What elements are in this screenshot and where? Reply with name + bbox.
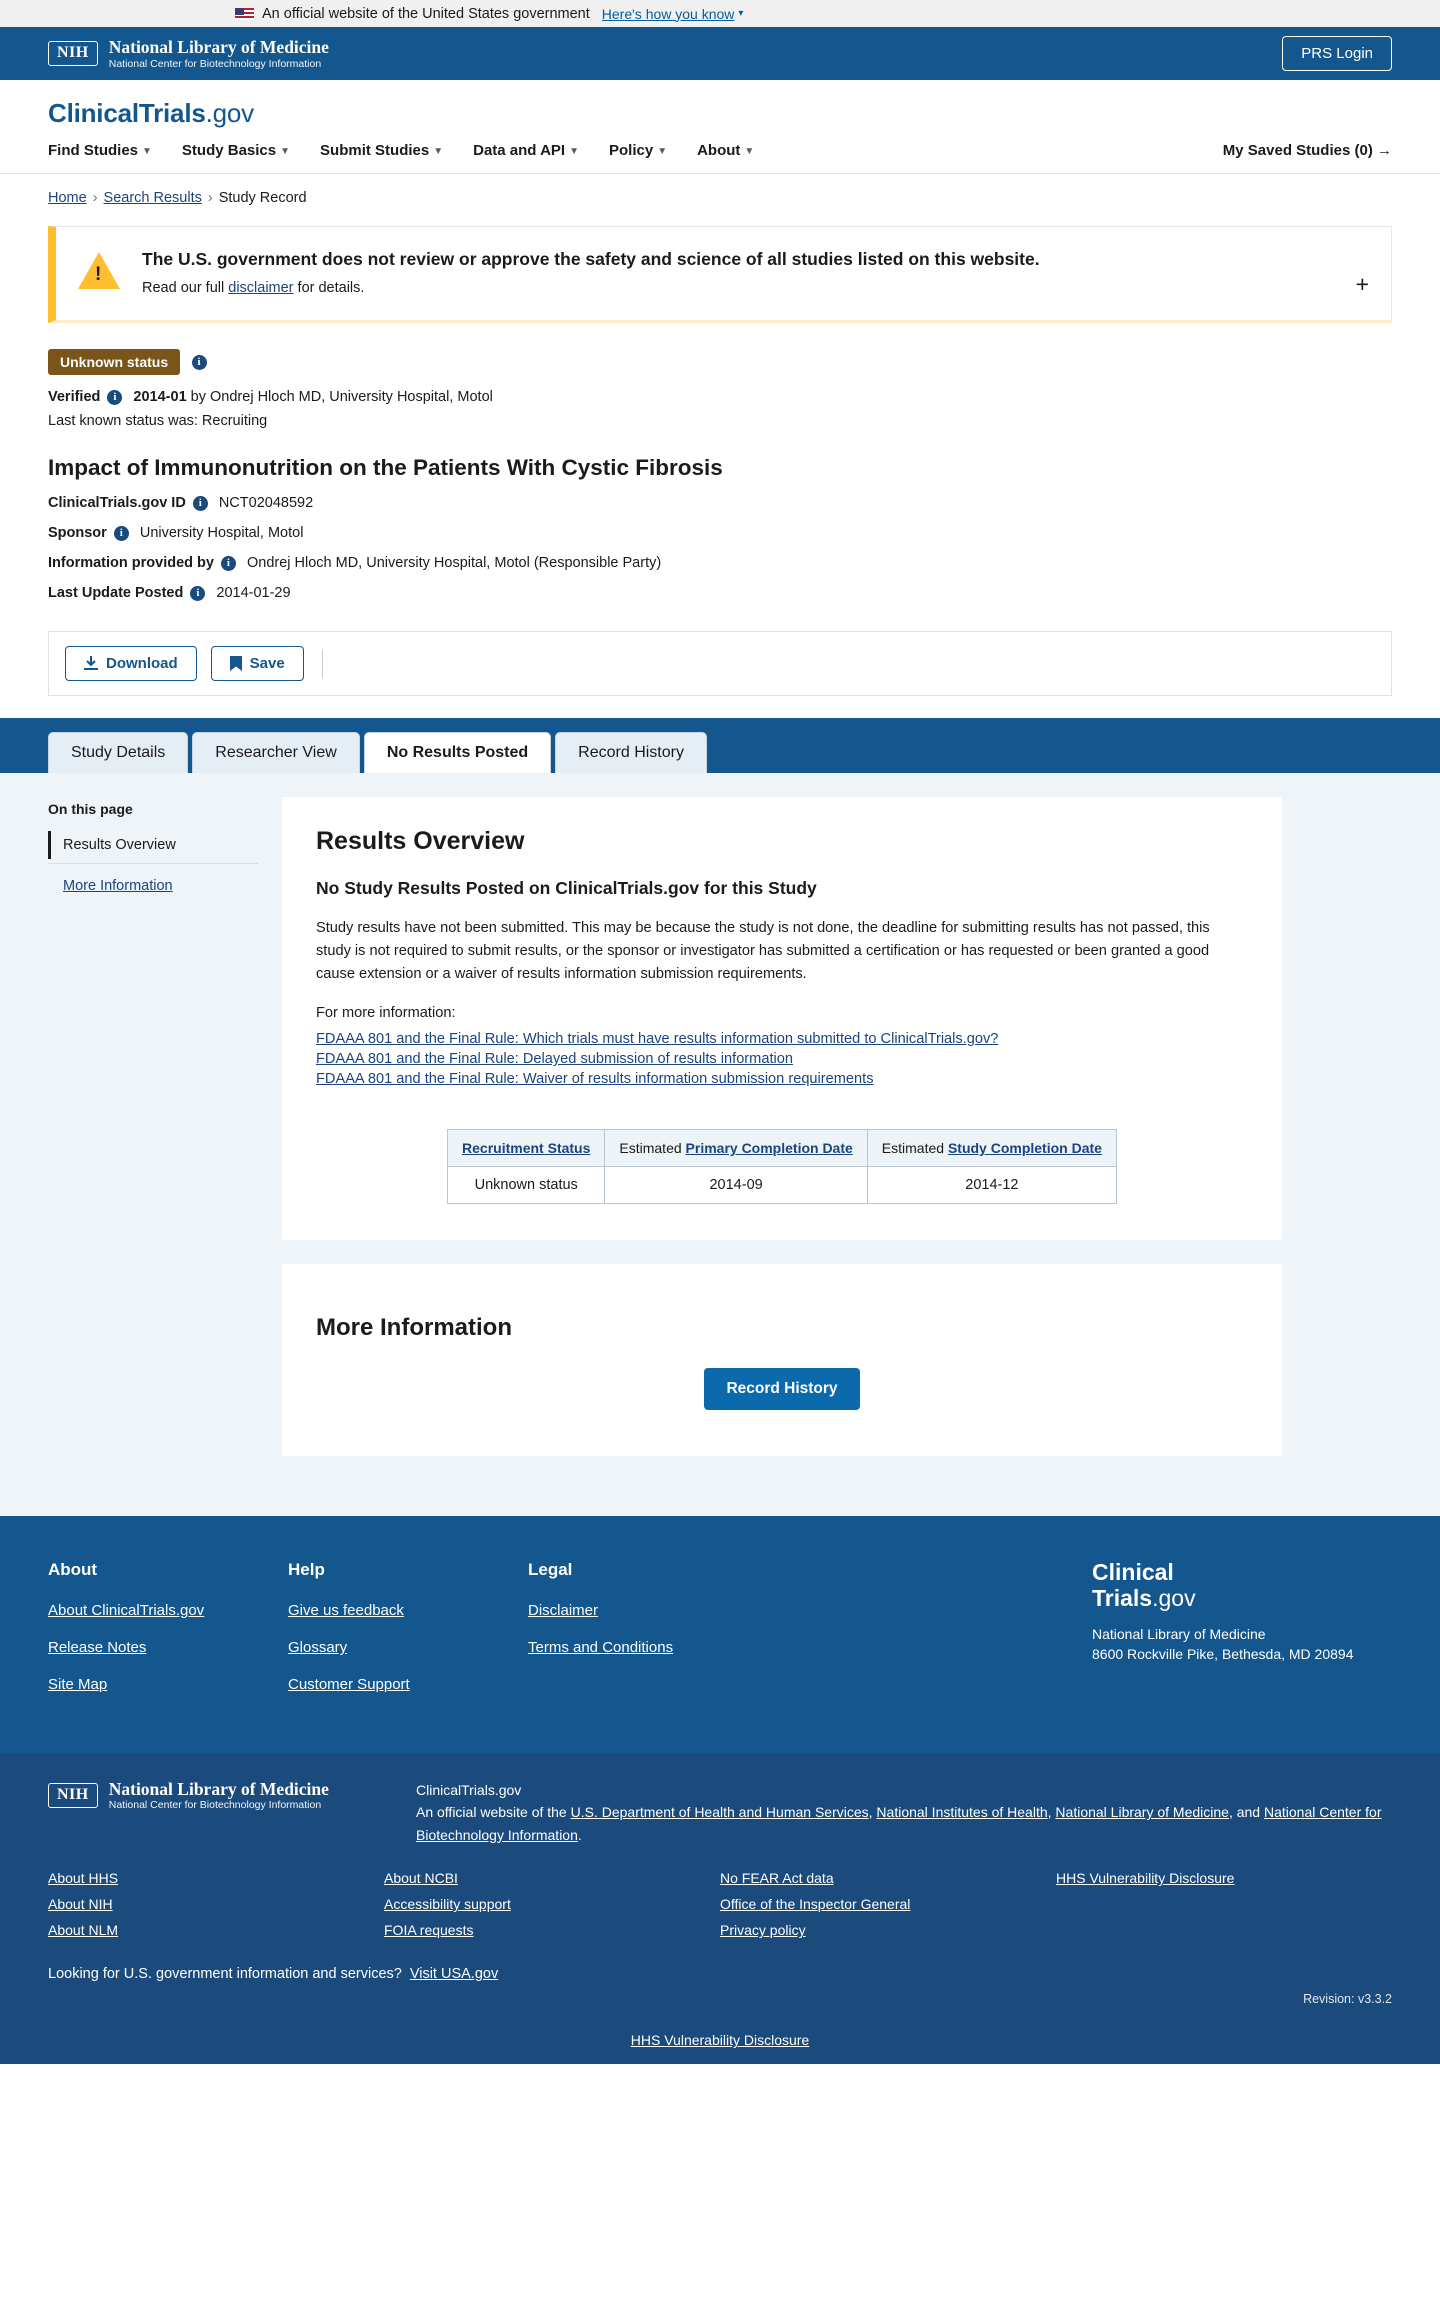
fdaaa-link-waiver[interactable]: FDAAA 801 and the Final Rule: Waiver of results information submission requirements (316, 1071, 874, 1088)
results-overview-card (282, 797, 1282, 1240)
us-flag-icon (235, 8, 254, 20)
save-button[interactable] (211, 646, 304, 681)
on-this-page-item-results-overview[interactable]: Results Overview (48, 831, 258, 859)
on-this-page-heading: On this page (48, 801, 133, 817)
nct-id-row (48, 495, 1392, 511)
footer-brand-trials: Trials (1092, 1584, 1153, 1611)
col-recruitment-status-link[interactable]: Recruitment Status (462, 1140, 591, 1157)
fdaaa-link-which-trials[interactable]: FDAAA 801 and the Final Rule: Which trials must have results information submitted to ClinicalTrials.gov? (316, 1031, 999, 1048)
breadcrumb-separator: › (207, 190, 213, 206)
link-foia-requests[interactable]: FOIA requests (384, 1922, 474, 1939)
verified-label: Verified (48, 389, 101, 405)
chevron-down-icon: ▼ (744, 146, 755, 157)
warning-icon (78, 251, 120, 289)
gov-links-footer (0, 1864, 1440, 2032)
footer-link-glossary[interactable]: Glossary (288, 1639, 348, 1657)
completion-dates-table (447, 1129, 1117, 1204)
nih-title-secondary: National Center for Biotechnology Information (108, 57, 322, 70)
col-primary-completion-date (605, 1130, 867, 1167)
table-row (448, 1167, 1117, 1204)
footer-column-legal (528, 1560, 768, 1713)
link-no-fear-act[interactable]: No FEAR Act data (720, 1870, 834, 1887)
gov-links-col3 (720, 1870, 1056, 1948)
study-meta (0, 323, 1440, 601)
bookmark-icon (230, 656, 242, 671)
action-bar (48, 631, 1392, 696)
footer-link-hhs[interactable]: U.S. Department of Health and Human Services (570, 1804, 869, 1821)
nav-item-about[interactable] (697, 142, 754, 173)
footer-link-site-map[interactable]: Site Map (48, 1676, 108, 1694)
on-this-page-nav (48, 797, 258, 1456)
fdaaa-links (316, 1031, 1248, 1087)
nih-footer (0, 1753, 1440, 1864)
footer-address (1092, 1624, 1392, 1665)
info-icon[interactable]: i (190, 586, 205, 601)
breadcrumb-current: Study Record (218, 190, 307, 206)
footer-heading-legal: Legal (528, 1560, 573, 1580)
verified-line (48, 389, 1392, 405)
verified-date: 2014-01 (133, 389, 187, 405)
link-visit-usa-gov[interactable]: Visit USA.gov (409, 1966, 499, 1983)
footer-link-nlm[interactable]: National Library of Medicine (1055, 1804, 1229, 1821)
cell-recruitment-status: Unknown status (448, 1167, 605, 1204)
chevron-down-icon: ▼ (280, 146, 291, 157)
nav-label: Submit Studies (320, 142, 430, 159)
gov-links-col2 (384, 1870, 720, 1948)
revision-text: Revision: v3.3.2 (1303, 1992, 1392, 2007)
results-paragraph: Study results have not been submitted. This may be because the study is not done, the deadline for submitting results has not passed, this study is not required to submit results, or the sponsor or investigator has submitted a certification or has requested or been granted a good cause extension or a waiver of results information submission requirements. (316, 920, 1210, 983)
nih-title-primary: National Library of Medicine (108, 37, 329, 58)
alert-body-prefix: Read our full (142, 280, 229, 296)
info-icon[interactable]: i (192, 355, 207, 370)
col-prefix: Estimated (619, 1140, 686, 1157)
alert-body (142, 280, 1040, 296)
footer-site-name: ClinicalTrials.gov (416, 1782, 522, 1799)
alert-heading: The U.S. government does not review or approve the safety and science of all studies listed on this website. (142, 249, 1040, 269)
record-history-button[interactable]: Record History (704, 1368, 859, 1410)
sponsor-row (48, 525, 1392, 541)
sponsor-value: University Hospital, Motol (139, 525, 304, 541)
nav-item-submit-studies[interactable] (320, 142, 443, 173)
gov-banner (0, 0, 1440, 27)
breadcrumb-separator: › (92, 190, 98, 206)
site-header (0, 80, 1440, 174)
fdaaa-link-delayed-submission[interactable]: FDAAA 801 and the Final Rule: Delayed submission of results information (316, 1051, 793, 1068)
usa-gov-row (48, 1966, 1392, 1982)
information-provided-row (48, 555, 1392, 571)
last-update-value: 2014-01-29 (216, 585, 291, 601)
more-info-label: For more information: (316, 1005, 456, 1022)
site-footer (0, 1516, 1440, 1753)
site-brand[interactable] (48, 98, 1392, 129)
nav-label: Study Basics (181, 142, 277, 159)
nih-footer-title-primary: National Library of Medicine (108, 1779, 329, 1800)
last-update-row (48, 585, 1392, 601)
gov-links-col1 (48, 1870, 384, 1948)
footer-brand-line2 (1092, 1586, 1392, 1612)
sponsor-label: Sponsor (48, 525, 107, 541)
gov-links-col4 (1056, 1870, 1392, 1948)
nav-label: About (697, 142, 741, 159)
footer-heading-help: Help (288, 1560, 325, 1580)
tab-bar (0, 718, 1440, 773)
footer-brand-line1: Clinical (1092, 1559, 1174, 1586)
nct-id-label: ClinicalTrials.gov ID (48, 495, 186, 511)
disclaimer-alert (48, 226, 1392, 323)
breadcrumb-home[interactable]: Home (48, 190, 87, 206)
col-primary-completion-link[interactable]: Primary Completion Date (685, 1140, 853, 1157)
verified-by: by Ondrej Hloch MD, University Hospital, Motol (190, 389, 493, 405)
brand-suffix: .gov (205, 98, 254, 128)
brand-main: ClinicalTrials (48, 98, 206, 128)
on-this-page-item-more-information[interactable] (48, 872, 258, 900)
col-study-completion-date (867, 1130, 1116, 1167)
cell-primary-completion-date: 2014-09 (605, 1167, 867, 1204)
usa-gov-text: Looking for U.S. government information and services? (48, 1966, 402, 1983)
chevron-down-icon: ▼ (569, 146, 579, 157)
footer-link-nih[interactable]: National Institutes of Health (876, 1804, 1048, 1821)
more-information-heading: More Information (316, 1314, 512, 1342)
footer-link-terms[interactable]: Terms and Conditions (528, 1639, 674, 1657)
nav-label: Policy (609, 142, 654, 159)
download-label: Download (106, 655, 178, 672)
main-content (282, 797, 1282, 1456)
how-you-know-link[interactable]: Here's how you know (601, 5, 735, 22)
chevron-down-icon: ▼ (142, 146, 152, 157)
link-hhs-vulnerability-disclosure[interactable]: HHS Vulnerability Disclosure (1056, 1870, 1235, 1887)
action-divider (322, 650, 323, 678)
page-title: Impact of Immunonutrition on the Patients With Cystic Fibrosis (48, 455, 723, 480)
disclaimer-link[interactable]: disclaimer (228, 280, 294, 296)
info-icon[interactable]: i (193, 496, 208, 511)
link-accessibility-support[interactable]: Accessibility support (384, 1896, 511, 1913)
nav-item-find-studies[interactable] (48, 142, 152, 173)
final-hhs-vulnerability-link[interactable]: HHS Vulnerability Disclosure (630, 2032, 810, 2049)
footer-link-disclaimer[interactable]: Disclaimer (528, 1602, 599, 1620)
main-nav (48, 142, 754, 173)
link-about-hhs[interactable]: About HHS (48, 1870, 119, 1887)
chevron-down-icon: ▼ (657, 146, 668, 157)
results-overview-heading: Results Overview (316, 827, 525, 855)
nih-header (0, 27, 1440, 80)
link-privacy-policy[interactable]: Privacy policy (720, 1922, 806, 1939)
link-about-nlm[interactable]: About NLM (48, 1922, 119, 1939)
gov-banner-text: An official website of the United States government (262, 5, 590, 22)
tab-researcher-view[interactable]: Researcher View (192, 732, 360, 773)
link-about-ncbi[interactable]: About NCBI (384, 1870, 458, 1887)
information-provided-label: Information provided by (48, 555, 214, 571)
chevron-down-icon[interactable]: ▾ (738, 8, 744, 19)
save-label: Save (249, 655, 285, 672)
on-this-page-divider (48, 863, 258, 864)
my-saved-studies-link[interactable]: My Saved Studies (0) → (1222, 142, 1392, 159)
nav-label: Data and API (473, 142, 566, 159)
info-icon[interactable]: i (221, 556, 236, 571)
footer-column-help (288, 1560, 528, 1713)
status-badge: Unknown status (48, 349, 180, 375)
footer-link-about-clinicaltrials[interactable]: About ClinicalTrials.gov (48, 1602, 205, 1620)
footer-link-give-feedback[interactable]: Give us feedback (288, 1602, 404, 1620)
footer-link-ncbi[interactable]: National Center for Biotechnology Information (416, 1804, 1382, 1843)
footer-heading-about: About (48, 1560, 98, 1580)
col-study-completion-link[interactable]: Study Completion Date (947, 1140, 1102, 1157)
col-recruitment-status (448, 1130, 605, 1167)
footer-brand (1092, 1560, 1392, 1713)
nih-logo[interactable]: NIH (48, 41, 98, 66)
link-inspector-general[interactable]: Office of the Inspector General (720, 1896, 911, 1913)
prs-login-button[interactable]: PRS Login (1282, 36, 1392, 71)
download-button[interactable] (65, 646, 197, 681)
more-information-card (282, 1264, 1282, 1456)
footer-link-release-notes[interactable]: Release Notes (48, 1639, 147, 1657)
link-about-nih[interactable]: About NIH (48, 1896, 113, 1913)
nav-item-study-basics[interactable] (182, 142, 290, 173)
nih-footer-logo[interactable]: NIH (48, 1783, 98, 1808)
download-icon (84, 656, 98, 671)
footer-address-line1: National Library of Medicine (1092, 1625, 1266, 1642)
footer-link-customer-support[interactable]: Customer Support (288, 1676, 410, 1694)
breadcrumb (0, 174, 1440, 214)
cell-study-completion-date: 2014-12 (867, 1167, 1116, 1204)
nav-item-policy[interactable] (609, 142, 667, 173)
tab-study-details[interactable]: Study Details (48, 732, 188, 773)
last-update-label: Last Update Posted (48, 585, 184, 601)
nih-footer-text: ClinicalTrials.gov An official website of the U.S. Department of Health and Human Services, National Institutes of Health, National Library of Medicine, and National Center for Biotechnology Information. (416, 1779, 1392, 1846)
breadcrumb-search-results[interactable]: Search Results (103, 190, 202, 206)
nih-footer-title-secondary: National Center for Biotechnology Information (108, 1799, 322, 1812)
nav-label: Find Studies (48, 142, 138, 159)
table-header-row (448, 1130, 1117, 1167)
page-body (0, 773, 1440, 1516)
footer-brand-suffix: .gov (1152, 1584, 1196, 1611)
footer-official-prefix: An official website of the (416, 1804, 571, 1821)
footer-address-line2: 8600 Rockville Pike, Bethesda, MD 20894 (1092, 1645, 1354, 1662)
alert-expand-button[interactable]: + (1355, 271, 1369, 297)
last-known-status: Last known status was: Recruiting (48, 413, 268, 429)
footer-and-text: and (1236, 1804, 1264, 1821)
alert-body-suffix: for details. (293, 280, 365, 296)
on-this-page-link[interactable]: More Information (63, 878, 173, 894)
nct-id-value: NCT02048592 (218, 495, 314, 511)
nav-item-data-and-api[interactable] (473, 142, 579, 173)
info-icon[interactable]: i (107, 390, 122, 405)
information-provided-value: Ondrej Hloch MD, University Hospital, Motol (Responsible Party) (246, 555, 662, 571)
results-subheading: No Study Results Posted on ClinicalTrials.gov for this Study (316, 878, 817, 898)
final-footer (0, 2032, 1440, 2064)
tab-record-history[interactable]: Record History (555, 732, 707, 773)
tab-no-results-posted[interactable]: No Results Posted (364, 732, 551, 773)
col-prefix: Estimated (881, 1140, 948, 1157)
footer-column-about (48, 1560, 288, 1713)
chevron-down-icon: ▼ (433, 146, 444, 157)
info-icon[interactable]: i (114, 526, 129, 541)
